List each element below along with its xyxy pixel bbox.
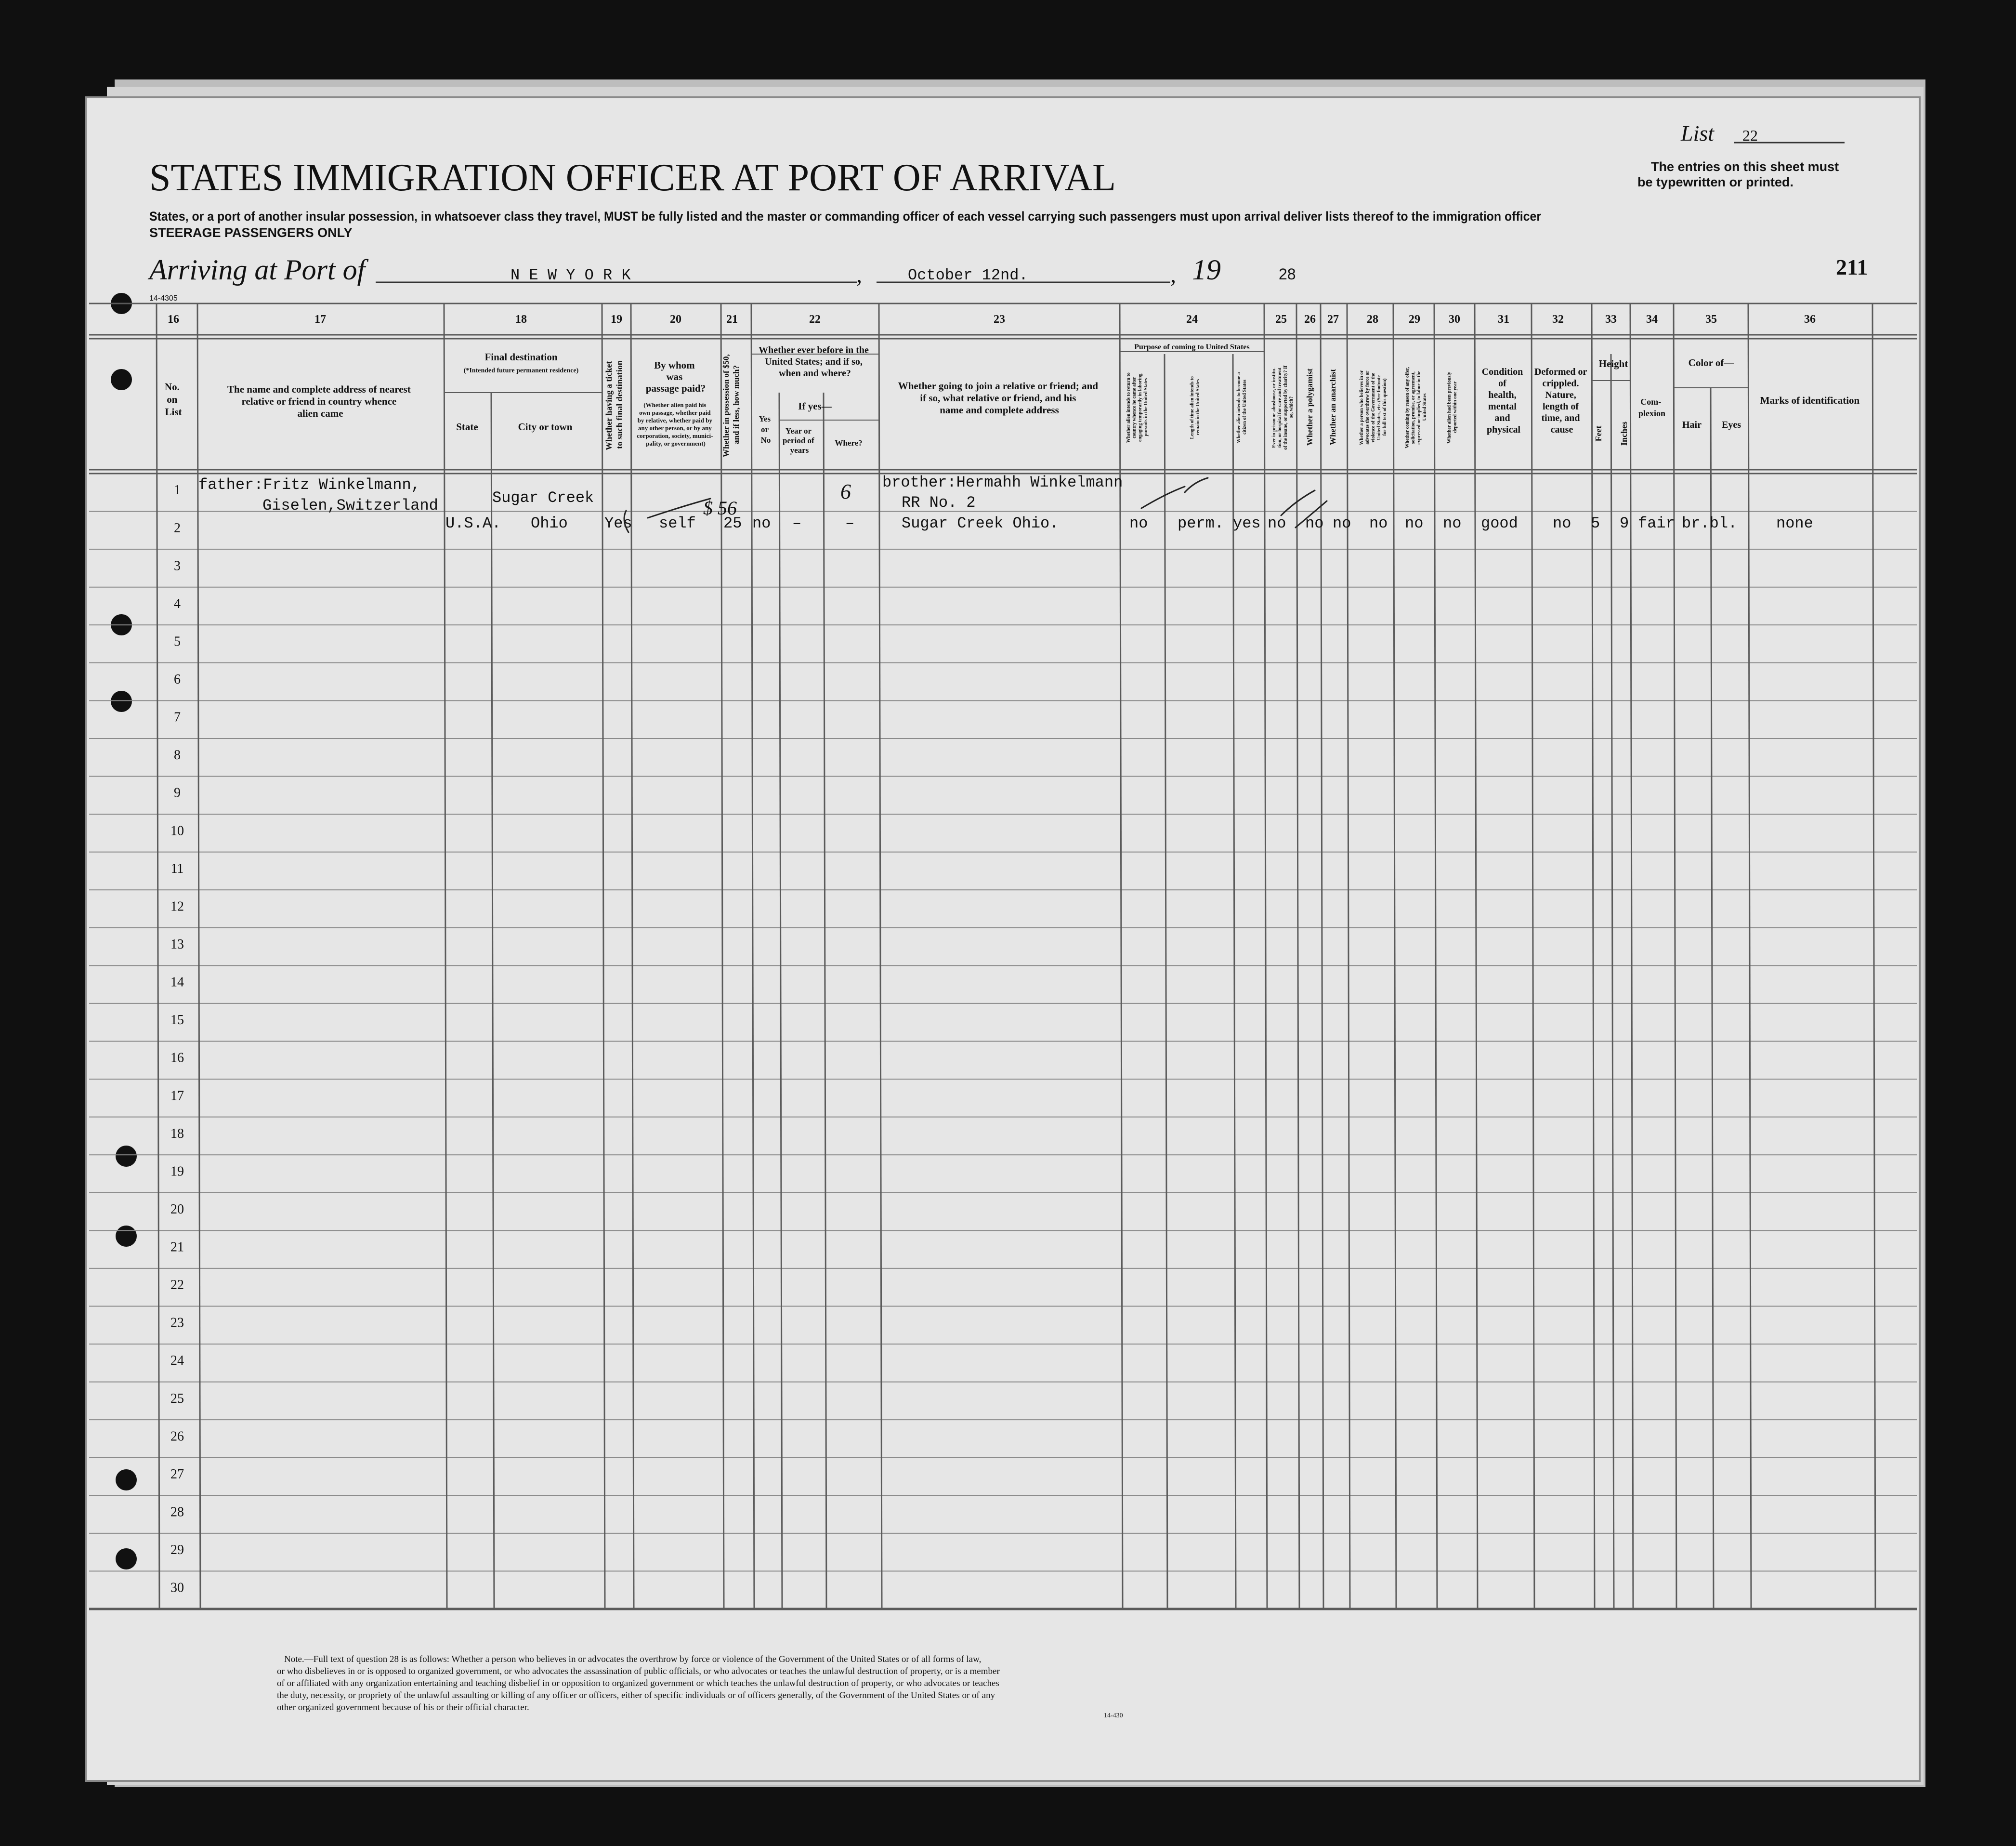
row-number: 18	[170, 1126, 184, 1141]
header-deformed: Deformed or crippled. Nature, length of time, and cause	[1534, 367, 1587, 435]
binder-hole	[116, 1146, 137, 1167]
complexion-answer: fair	[1638, 514, 1675, 532]
subtitle-line2: STEERAGE PASSENGERS ONLY	[149, 225, 353, 240]
prison-answer: no	[1268, 514, 1286, 532]
header-col29: Whether coming by reason of any offer, solicitation, promise, or agreement, expressed or implied, to labor in the United States	[1405, 367, 1427, 448]
destination-city-line1: Sugar Creek	[492, 489, 594, 507]
col-number-35: 35	[1705, 313, 1717, 326]
col29-answer: no	[1405, 514, 1424, 532]
row-number: 30	[170, 1580, 184, 1595]
col-number-36: 36	[1804, 313, 1816, 326]
col30-answer: no	[1443, 514, 1462, 532]
header-col28: Whether a person who believes in or advocates the overthrow by force or violence of the Government of the United States, etc. (See footnote for full text of this question)	[1359, 370, 1388, 445]
row-number: 21	[170, 1239, 184, 1255]
col-number-28: 28	[1367, 313, 1378, 326]
col-number-25: 25	[1275, 313, 1287, 326]
header-year-period: Year or period of years	[783, 426, 814, 455]
page-number: 211	[1836, 255, 1868, 279]
list-number: 22	[1742, 127, 1758, 144]
col-number-32: 32	[1552, 313, 1564, 326]
marks-answer: none	[1776, 514, 1813, 532]
header-marks: Marks of identification	[1760, 395, 1860, 406]
col-number-23: 23	[994, 313, 1005, 326]
header-inches: Inches	[1619, 421, 1629, 446]
header-relative-address: The name and complete address of nearest relative or friend in country whence alien came	[227, 383, 411, 419]
header-city: City or town	[518, 421, 573, 433]
header-where: Where?	[835, 438, 863, 448]
anarchist-answer: no	[1333, 514, 1351, 532]
row-number: 6	[174, 672, 181, 687]
header-complexion: Com- plexion	[1638, 397, 1666, 418]
header-passage-paid-note: (Whether alien paid his own passage, whether paid by relative, whether paid by any other person, or by any corporation, society, munici- pality, or government)	[637, 401, 713, 447]
col28-answer: no	[1369, 514, 1388, 532]
footnote-line5: other organized government because of his or their official character.	[277, 1702, 529, 1713]
row-number: 26	[170, 1429, 184, 1444]
col-number-18: 18	[515, 313, 527, 326]
footnote-line4: the duty, necessity, or propriety of the unlawful assaulting or killing of any officer or officers, either of specific individuals or of officers generally, of the Government of the United States or of any	[277, 1690, 995, 1701]
join-relative-line3: Sugar Creek Ohio.	[902, 514, 1059, 532]
year-prefix: 19	[1192, 254, 1221, 286]
money-handwritten-note: $ 56	[703, 497, 737, 519]
row-number: 29	[170, 1543, 184, 1558]
join-relative-line1: brother:Hermahh Winkelmann	[882, 474, 1123, 491]
intends-citizen: yes	[1233, 514, 1261, 532]
intends-return: no	[1129, 514, 1148, 532]
row-number: 3	[174, 558, 181, 574]
row-number: 20	[170, 1201, 184, 1217]
condition-answer: good	[1481, 514, 1518, 532]
col-number-27: 27	[1327, 313, 1339, 326]
header-purpose-c: Whether alien intends to become a citizen of the United States	[1236, 372, 1247, 443]
row-number: 16	[170, 1050, 184, 1066]
row-number: 15	[170, 1013, 184, 1028]
money-amount: 25	[723, 514, 742, 532]
comma-2: ,	[1170, 262, 1176, 288]
footnote-line1: Note.—Full text of question 28 is as follows: Whether a person who believes in or advocates the overthrow by force or violence of the Government of the United States or of all forms of law,	[284, 1654, 982, 1664]
row-number: 14	[170, 975, 184, 990]
row-number: 27	[170, 1466, 184, 1482]
passage-paid-by: self	[659, 514, 696, 532]
header-final-destination: Final destination	[484, 351, 558, 363]
height-feet: 5	[1591, 514, 1600, 532]
row-number: 24	[170, 1353, 184, 1369]
deformed-answer: no	[1553, 514, 1571, 532]
header-ticket: Whether having a ticket to such final destination	[604, 360, 624, 450]
subtitle-line1: States, or a port of another insular possession, in whatsoever class they travel, MUST be fully listed and the master or commanding officer of each vessel carrying such passengers must upon arrival deliver lists thereof to the immigration officer	[149, 209, 1542, 224]
col-number-17: 17	[314, 313, 326, 326]
row-number: 9	[174, 785, 181, 801]
destination-city-line2: Ohio	[531, 514, 568, 532]
row-number: 1	[174, 483, 181, 498]
row-number: 13	[170, 937, 184, 952]
row-number: 7	[174, 710, 181, 725]
list-label: List	[1681, 121, 1715, 145]
relative-address-line1: father:Fritz Winkelmann,	[198, 476, 420, 494]
height-inches: 9	[1620, 514, 1629, 532]
header-state: State	[456, 421, 478, 433]
row-number: 12	[170, 899, 184, 914]
entries-note-line1: The entries on this sheet must	[1651, 159, 1839, 174]
header-col30: Whether alien had been previously deported within one year	[1447, 371, 1458, 444]
col-number-30: 30	[1449, 313, 1460, 326]
header-color-of: Color of—	[1688, 357, 1734, 369]
col-number-29: 29	[1409, 313, 1420, 326]
row-number: 10	[170, 823, 184, 839]
col-number-33: 33	[1605, 313, 1617, 326]
header-purpose: Purpose of coming to United States	[1134, 343, 1250, 351]
ticket-answer: Yes	[604, 514, 632, 532]
header-height: Height	[1598, 358, 1628, 369]
year-period: –	[792, 514, 802, 532]
header-condition: Condition of health, mental and physical	[1481, 367, 1523, 435]
col-number-21: 21	[726, 313, 738, 326]
row-number: 23	[170, 1315, 184, 1331]
col-number-16: 16	[168, 313, 179, 326]
col-number-19: 19	[611, 313, 622, 326]
footnote-line3: of or affiliated with any organization entertaining and teaching disbelief in or opposition to organized government or which teaches the unlawful destruction of property, or who advocates or teaches	[277, 1678, 999, 1688]
col-number-24: 24	[1186, 313, 1198, 326]
binder-hole	[116, 1226, 137, 1247]
header-eyes: Eyes	[1722, 420, 1741, 430]
manifest-sheet	[86, 97, 1920, 1781]
col-number-22: 22	[809, 313, 821, 326]
header-hair: Hair	[1682, 420, 1702, 430]
header-join-relative: Whether going to join a relative or friend; and if so, what relative or friend, and his name and complete address	[898, 380, 1099, 416]
row-number: 2	[174, 520, 181, 536]
header-if-yes: If yes—	[798, 400, 832, 412]
comma-1: ,	[856, 262, 862, 288]
col-number-34: 34	[1646, 313, 1658, 326]
relative-address-line2: Giselen,Switzerland	[262, 497, 438, 514]
row-number: 11	[170, 861, 184, 876]
hair-eyes-answer: br.bl.	[1682, 514, 1738, 532]
join-relative-line2: RR No. 2	[902, 494, 976, 512]
page-title: STATES IMMIGRATION OFFICER AT PORT OF ARRIVAL	[149, 157, 1116, 199]
entries-note-line2: be typewritten or printed.	[1637, 175, 1794, 189]
col-number-26: 26	[1304, 313, 1316, 326]
header-polygamist: Whether a polygamist	[1305, 368, 1314, 446]
header-yes-or-no: Yes or No	[759, 414, 771, 445]
col-number-31: 31	[1498, 313, 1509, 326]
before-in-us: no	[752, 514, 771, 532]
footnote-form-code: 14-430	[1104, 1712, 1123, 1719]
header-purpose-b: Length of time alien intends to remain in the United States	[1190, 376, 1201, 439]
port-name: N E W Y O R K	[511, 266, 631, 284]
arrival-year: 28	[1279, 265, 1296, 283]
column-23-handwritten-mark: 6	[840, 480, 851, 503]
row-number: 28	[170, 1504, 184, 1520]
header-final-destination-note: (*Intended future permanent residence)	[463, 367, 579, 374]
binder-hole	[116, 1548, 137, 1569]
row-number: 8	[174, 748, 181, 763]
header-money: Whether in possession of $50, and if less, how much?	[721, 354, 741, 457]
row-number: 22	[170, 1278, 184, 1293]
destination-state: U.S.A.	[445, 514, 501, 532]
col-number-20: 20	[670, 313, 681, 326]
header-purpose-a: Whether alien intends to return to country whence he came after engaging temporarily in laboring pursuits in the United States	[1126, 372, 1149, 443]
header-anarchist: Whether an anarchist	[1328, 369, 1337, 446]
footnote-line2: or who disbelieves in or is opposed to organized government, or who advocates the assassination of public officials, or who advocates or teaches the unlawful destruction of property, or is a member	[277, 1666, 1000, 1676]
header-before-us: Whether ever before in the United States; and if so, when and where?	[759, 345, 869, 379]
length-of-stay: perm.	[1178, 514, 1224, 532]
row-number: 19	[170, 1164, 184, 1179]
row-number: 4	[174, 596, 181, 611]
binder-hole	[111, 691, 132, 712]
form-code-top: 14-4305	[149, 294, 178, 303]
row-number: 5	[174, 634, 181, 649]
header-feet: Feet	[1594, 425, 1603, 442]
where-before: –	[845, 514, 855, 532]
binder-hole	[116, 1469, 137, 1490]
arriving-label: Arriving at Port of	[149, 254, 366, 286]
header-prison: Ever in prison or almshouse, or institu- tion, or hospital for care and treatment of the insane, or supported by charity? If so, which?	[1271, 365, 1294, 450]
row-number: 25	[170, 1391, 184, 1406]
row-number: 17	[170, 1088, 184, 1104]
binder-hole	[111, 369, 132, 390]
header-passage-paid: By whom was passage paid?	[645, 359, 706, 394]
polygamist-answer: no	[1305, 514, 1324, 532]
arrival-date: October 12nd.	[908, 266, 1028, 284]
header-no-on-list: No. on List	[164, 381, 182, 418]
